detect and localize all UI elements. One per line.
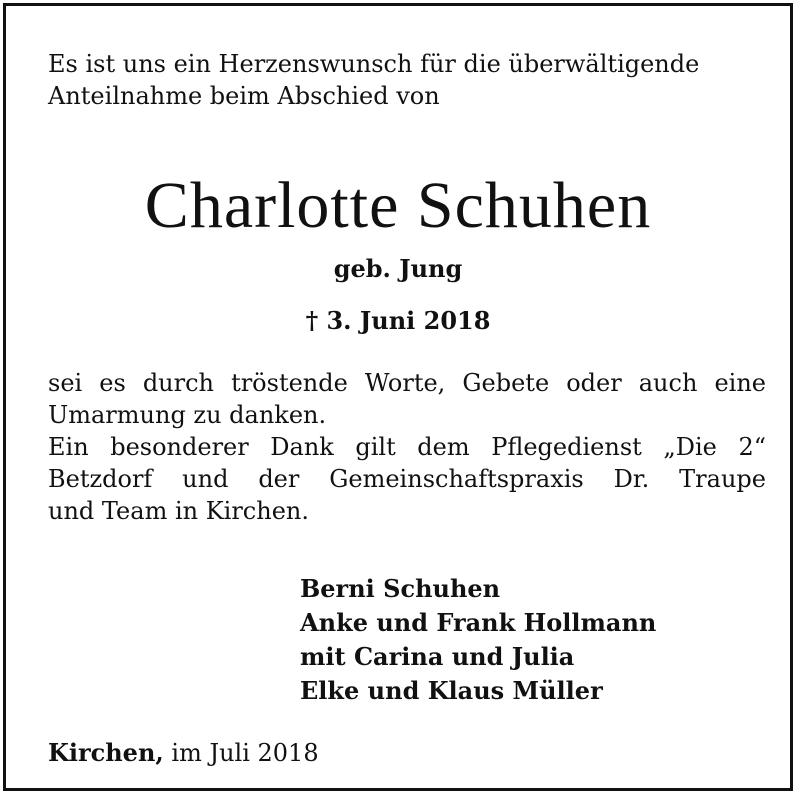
death-date: † 3. Juni 2018 (305, 306, 491, 335)
signer-name: Anke und Frank Hollmann (300, 608, 657, 637)
thanks-line: und Team in Kirchen. (48, 497, 309, 525)
closing-place: Kirchen, (48, 738, 164, 767)
intro-line: Anteilnahme beim Abschied von (48, 82, 440, 110)
signers-list (300, 572, 656, 708)
thanks-line: Ein besonderer Dank gilt dem Pflegedienst „Die 2“ (48, 433, 766, 461)
obituary-notice (3, 3, 793, 791)
intro-text (48, 48, 768, 112)
deceased-name: Charlotte Schuhen (144, 169, 652, 242)
signer-name: Berni Schuhen (300, 574, 501, 603)
birth-name: geb. Jung (333, 254, 463, 283)
thanks-line: Betzdorf und der Gemeinschaftspraxis Dr. Traupe (48, 465, 766, 493)
thanks-line: Umarmung zu danken. (48, 401, 327, 429)
intro-line: Es ist uns ein Herzenswunsch für die überwältigende (48, 50, 700, 78)
signer-name: Elke und Klaus Müller (300, 676, 603, 705)
signer-name: mit Carina und Julia (300, 642, 575, 671)
thanks-line: sei es durch tröstende Worte, Gebete oder auch eine (48, 369, 766, 397)
thanks-text (48, 367, 766, 527)
closing-date: im Juli 2018 (163, 739, 319, 767)
closing-line (48, 737, 319, 769)
